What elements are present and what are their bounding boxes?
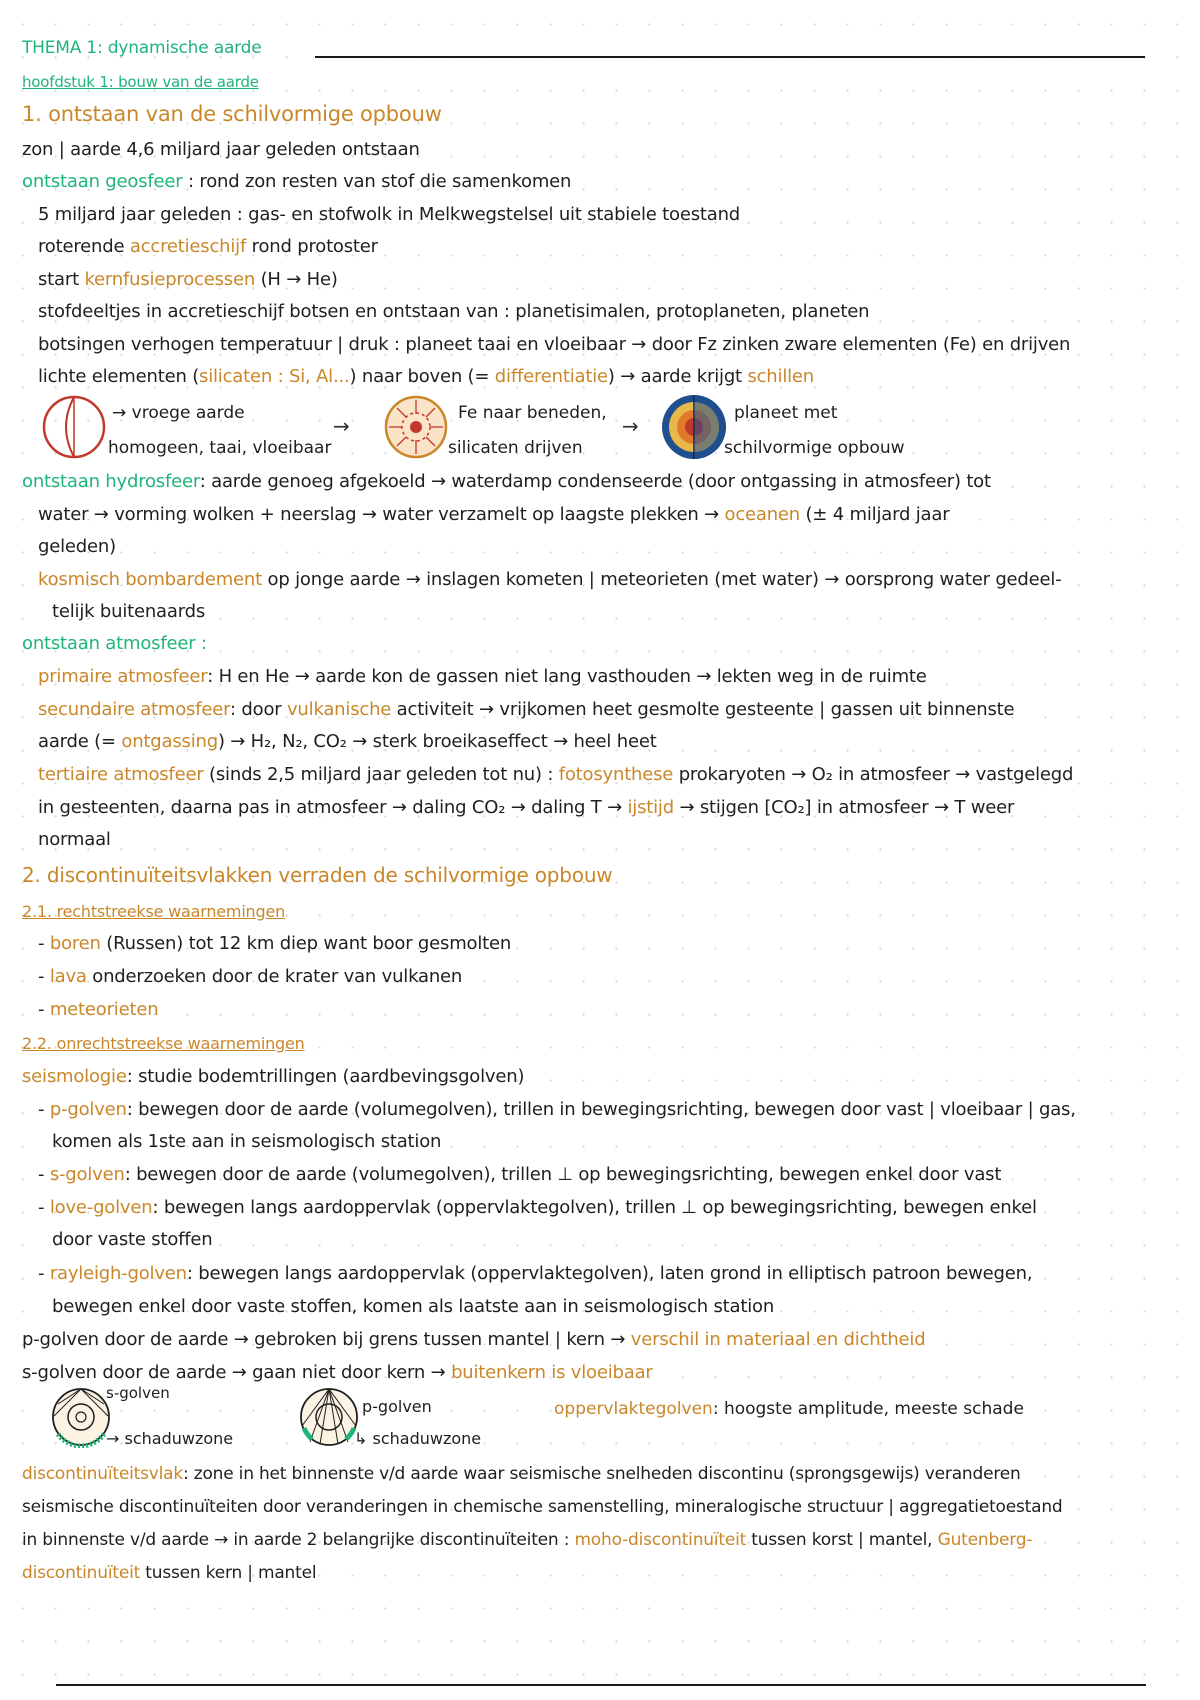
term: Gutenberg- — [937, 1530, 1033, 1550]
term: kosmisch bombardement — [38, 569, 262, 590]
text: roterende — [38, 236, 130, 257]
theme-title: THEMA 1: dynamische aarde — [22, 38, 262, 58]
text: : aarde genoeg afgekoeld → waterdamp condenseerde (door ontgassing in atmosfeer) tot — [199, 471, 991, 492]
note-line — [38, 698, 1014, 722]
text: aarde (= — [38, 731, 122, 752]
note-line — [22, 470, 991, 494]
term: discontinuïteitsvlak — [22, 1464, 183, 1484]
text: tussen kern | mantel — [140, 1563, 317, 1583]
text: op jonge aarde → inslagen kometen | meteorieten (met water) → oorsprong water gedeel- — [262, 569, 1062, 590]
note-line — [22, 1561, 316, 1585]
bullet-item — [38, 1262, 1032, 1286]
note-line: geleden) — [38, 536, 116, 557]
term: tertiaire atmosfeer — [38, 764, 204, 785]
text: start — [38, 269, 85, 290]
p-waves-diagram — [296, 1386, 362, 1448]
note-line — [554, 1398, 1024, 1420]
term: silicaten : Si, Al... — [199, 366, 350, 387]
term: ijstijd — [627, 797, 674, 818]
text: : rond zon resten van stof die samenkomen — [188, 171, 572, 192]
term: accretieschijf — [129, 236, 247, 257]
section-1-title: 1. ontstaan van de schilvormige opbouw — [22, 102, 442, 126]
term: fotosynthese — [558, 764, 674, 785]
subsection-title: 2.2. onrechtstreekse waarnemingen — [22, 1034, 305, 1053]
text: (sinds 2,5 miljard jaar geleden tot nu) : — [203, 764, 559, 785]
text: - — [38, 933, 50, 954]
text: : zone in het binnenste v/d aarde waar seismische snelheden discontinu (sprongsgewijs) veranderen — [182, 1464, 1021, 1484]
diagram-label: → vroege aarde — [112, 403, 245, 423]
differentiation-earth-diagram — [382, 394, 452, 460]
note-line — [38, 503, 949, 527]
note-line — [22, 1462, 1021, 1486]
note-line: bewegen enkel door vaste stoffen, komen als laatste aan in seismologisch station — [52, 1296, 775, 1317]
note-line: seismische discontinuïteiten door veranderingen in chemische samenstelling, mineralogische structuur | aggregatietoestand — [22, 1497, 1063, 1517]
note-line — [38, 235, 378, 259]
text: : bewegen langs aardoppervlak (oppervlaktegolven), laten grond in elliptisch patroon bewegen, — [186, 1263, 1033, 1284]
text: - — [38, 1099, 50, 1120]
note-line — [38, 796, 1014, 820]
text: : bewegen door de aarde (volumegolven), trillen ⊥ op bewegingsrichting, bewegen enkel door vast — [124, 1164, 1002, 1185]
note-line: stofdeeltjes in accretieschijf botsen en ontstaan van : planetisimalen, protoplaneten, planeten — [38, 301, 870, 322]
note-line — [38, 730, 657, 754]
term: differentiatie — [494, 366, 608, 387]
term: boren — [49, 933, 101, 954]
bullet-item — [38, 965, 462, 989]
term: vulkanische — [286, 699, 392, 720]
text: : bewegen door de aarde (volumegolven), trillen in bewegingsrichting, bewegen door vast | vloeibaar | gas, — [126, 1099, 1076, 1120]
chapter-title: hoofdstuk 1: bouw van de aarde — [22, 73, 259, 91]
term: love-golven — [49, 1197, 153, 1218]
footer-rule — [56, 1684, 1146, 1686]
bullet-item — [38, 1163, 1001, 1187]
term: primaire atmosfeer — [38, 666, 208, 687]
early-earth-diagram — [40, 394, 110, 460]
diagram-label: planeet met — [734, 403, 838, 423]
s-waves-diagram — [48, 1386, 114, 1448]
layered-earth-diagram — [658, 392, 730, 462]
text: s-golven door de aarde → gaan niet door kern → — [22, 1362, 452, 1383]
bullet-item — [38, 998, 158, 1022]
note-line: 5 miljard jaar geleden : gas- en stofwolk in Melkwegstelsel uit stabiele toestand — [38, 204, 741, 225]
diagram-label: p-golven — [362, 1397, 432, 1416]
term: meteorieten — [49, 999, 159, 1020]
subsection-title: 2.1. rechtstreekse waarnemingen — [22, 902, 286, 921]
diagram-label: s-golven — [106, 1384, 170, 1402]
note-line — [22, 1328, 925, 1352]
note-line — [22, 170, 571, 194]
term: verschil in materiaal en dichtheid — [630, 1329, 926, 1350]
note-line: normaal — [38, 829, 111, 850]
text: : studie bodemtrillingen (aardbevingsgolven) — [126, 1066, 525, 1087]
term: p-golven — [49, 1099, 127, 1120]
section-2-title: 2. discontinuïteitsvlakken verraden de schilvormige opbouw — [22, 863, 613, 887]
term: oceanen — [724, 504, 801, 525]
text: (H → He) — [255, 269, 338, 290]
arrow-icon: → — [622, 414, 639, 438]
note-line: door vaste stoffen — [52, 1229, 213, 1250]
text: in binnenste v/d aarde → in aarde 2 belangrijke discontinuïteiten : — [22, 1530, 575, 1550]
term: ontstaan geosfeer — [22, 171, 183, 192]
text: water → vorming wolken + neerslag → water verzamelt op laagste plekken → — [38, 504, 725, 525]
term: schillen — [747, 366, 815, 387]
atmosphere-heading: ontstaan atmosfeer : — [22, 633, 207, 654]
term: lava — [49, 966, 87, 987]
term: buitenkern is vloeibaar — [451, 1362, 653, 1383]
bullet-item — [38, 932, 511, 956]
note-line — [38, 568, 1062, 592]
text: ) → H₂, N₂, CO₂ → sterk broeikaseffect → heel heet — [217, 731, 657, 752]
text: prokaryoten → O₂ in atmosfeer → vastgelegd — [673, 764, 1074, 785]
note-line — [38, 268, 338, 292]
text: onderzoeken door de krater van vulkanen — [86, 966, 463, 987]
bullet-item — [38, 1196, 1037, 1220]
text: - — [38, 1197, 50, 1218]
term: s-golven — [49, 1164, 125, 1185]
text: : door — [230, 699, 287, 720]
text: in gesteenten, daarna pas in atmosfeer → daling CO₂ → daling T → — [38, 797, 628, 818]
text: tussen korst | mantel, — [746, 1530, 938, 1550]
text: : H en He → aarde kon de gassen niet lang vasthouden → lekten weg in de ruimte — [207, 666, 927, 687]
text: activiteit → vrijkomen heet gesmolte gesteente | gassen uit binnenste — [391, 699, 1015, 720]
diagram-label: schilvormige opbouw — [724, 438, 905, 458]
diagram-label: Fe naar beneden, — [458, 403, 607, 423]
text: : bewegen langs aardoppervlak (oppervlaktegolven), trillen ⊥ op bewegingsrichting, bewegen enkel — [152, 1197, 1037, 1218]
diagram-label: homogeen, taai, vloeibaar — [108, 438, 332, 458]
term: discontinuïteit — [22, 1563, 141, 1583]
text: lichte elementen ( — [38, 366, 200, 387]
diagram-label: ↳ schaduwzone — [354, 1429, 482, 1448]
note-line — [38, 763, 1073, 787]
bullet-item — [38, 1098, 1076, 1122]
text: (± 4 miljard jaar — [800, 504, 950, 525]
term: secundaire atmosfeer — [38, 699, 231, 720]
note-line: botsingen verhogen temperatuur | druk : planeet taai en vloeibaar → door Fz zinken zware elementen (Fe) en drijven — [38, 334, 1071, 355]
note-line: zon | aarde 4,6 miljard jaar geleden ontstaan — [22, 139, 420, 160]
diagram-label: silicaten drijven — [448, 438, 583, 458]
text: ) naar boven (= — [349, 366, 495, 387]
text: - — [38, 999, 50, 1020]
diagram-label: → schaduwzone — [106, 1429, 234, 1448]
note-line: telijk buitenaards — [52, 601, 206, 622]
term: seismologie — [22, 1066, 127, 1087]
term: rayleigh-golven — [49, 1263, 187, 1284]
note-line — [22, 1528, 1032, 1552]
text: : hoogste amplitude, meeste schade — [712, 1399, 1024, 1419]
arrow-icon: → — [333, 414, 350, 438]
term: oppervlaktegolven — [554, 1399, 713, 1419]
note-line — [38, 665, 927, 689]
term: ontstaan hydrosfeer — [22, 471, 200, 492]
text: - — [38, 966, 50, 987]
term: ontgassing — [121, 731, 218, 752]
note-line — [38, 365, 814, 389]
note-line: komen als 1ste aan in seismologisch station — [52, 1131, 442, 1152]
text: → stijgen [CO₂] in atmosfeer → T weer — [673, 797, 1015, 818]
note-line — [22, 1065, 524, 1089]
term: kernfusieprocessen — [84, 269, 256, 290]
text: p-golven door de aarde → gebroken bij grens tussen mantel | kern → — [22, 1329, 631, 1350]
text: (Russen) tot 12 km diep want boor gesmolten — [100, 933, 512, 954]
text: rond protoster — [246, 236, 378, 257]
header-rule — [315, 56, 1145, 58]
term: moho-discontinuïteit — [574, 1530, 747, 1550]
text: - — [38, 1164, 50, 1185]
text: - — [38, 1263, 50, 1284]
text: ) → aarde krijgt — [607, 366, 748, 387]
